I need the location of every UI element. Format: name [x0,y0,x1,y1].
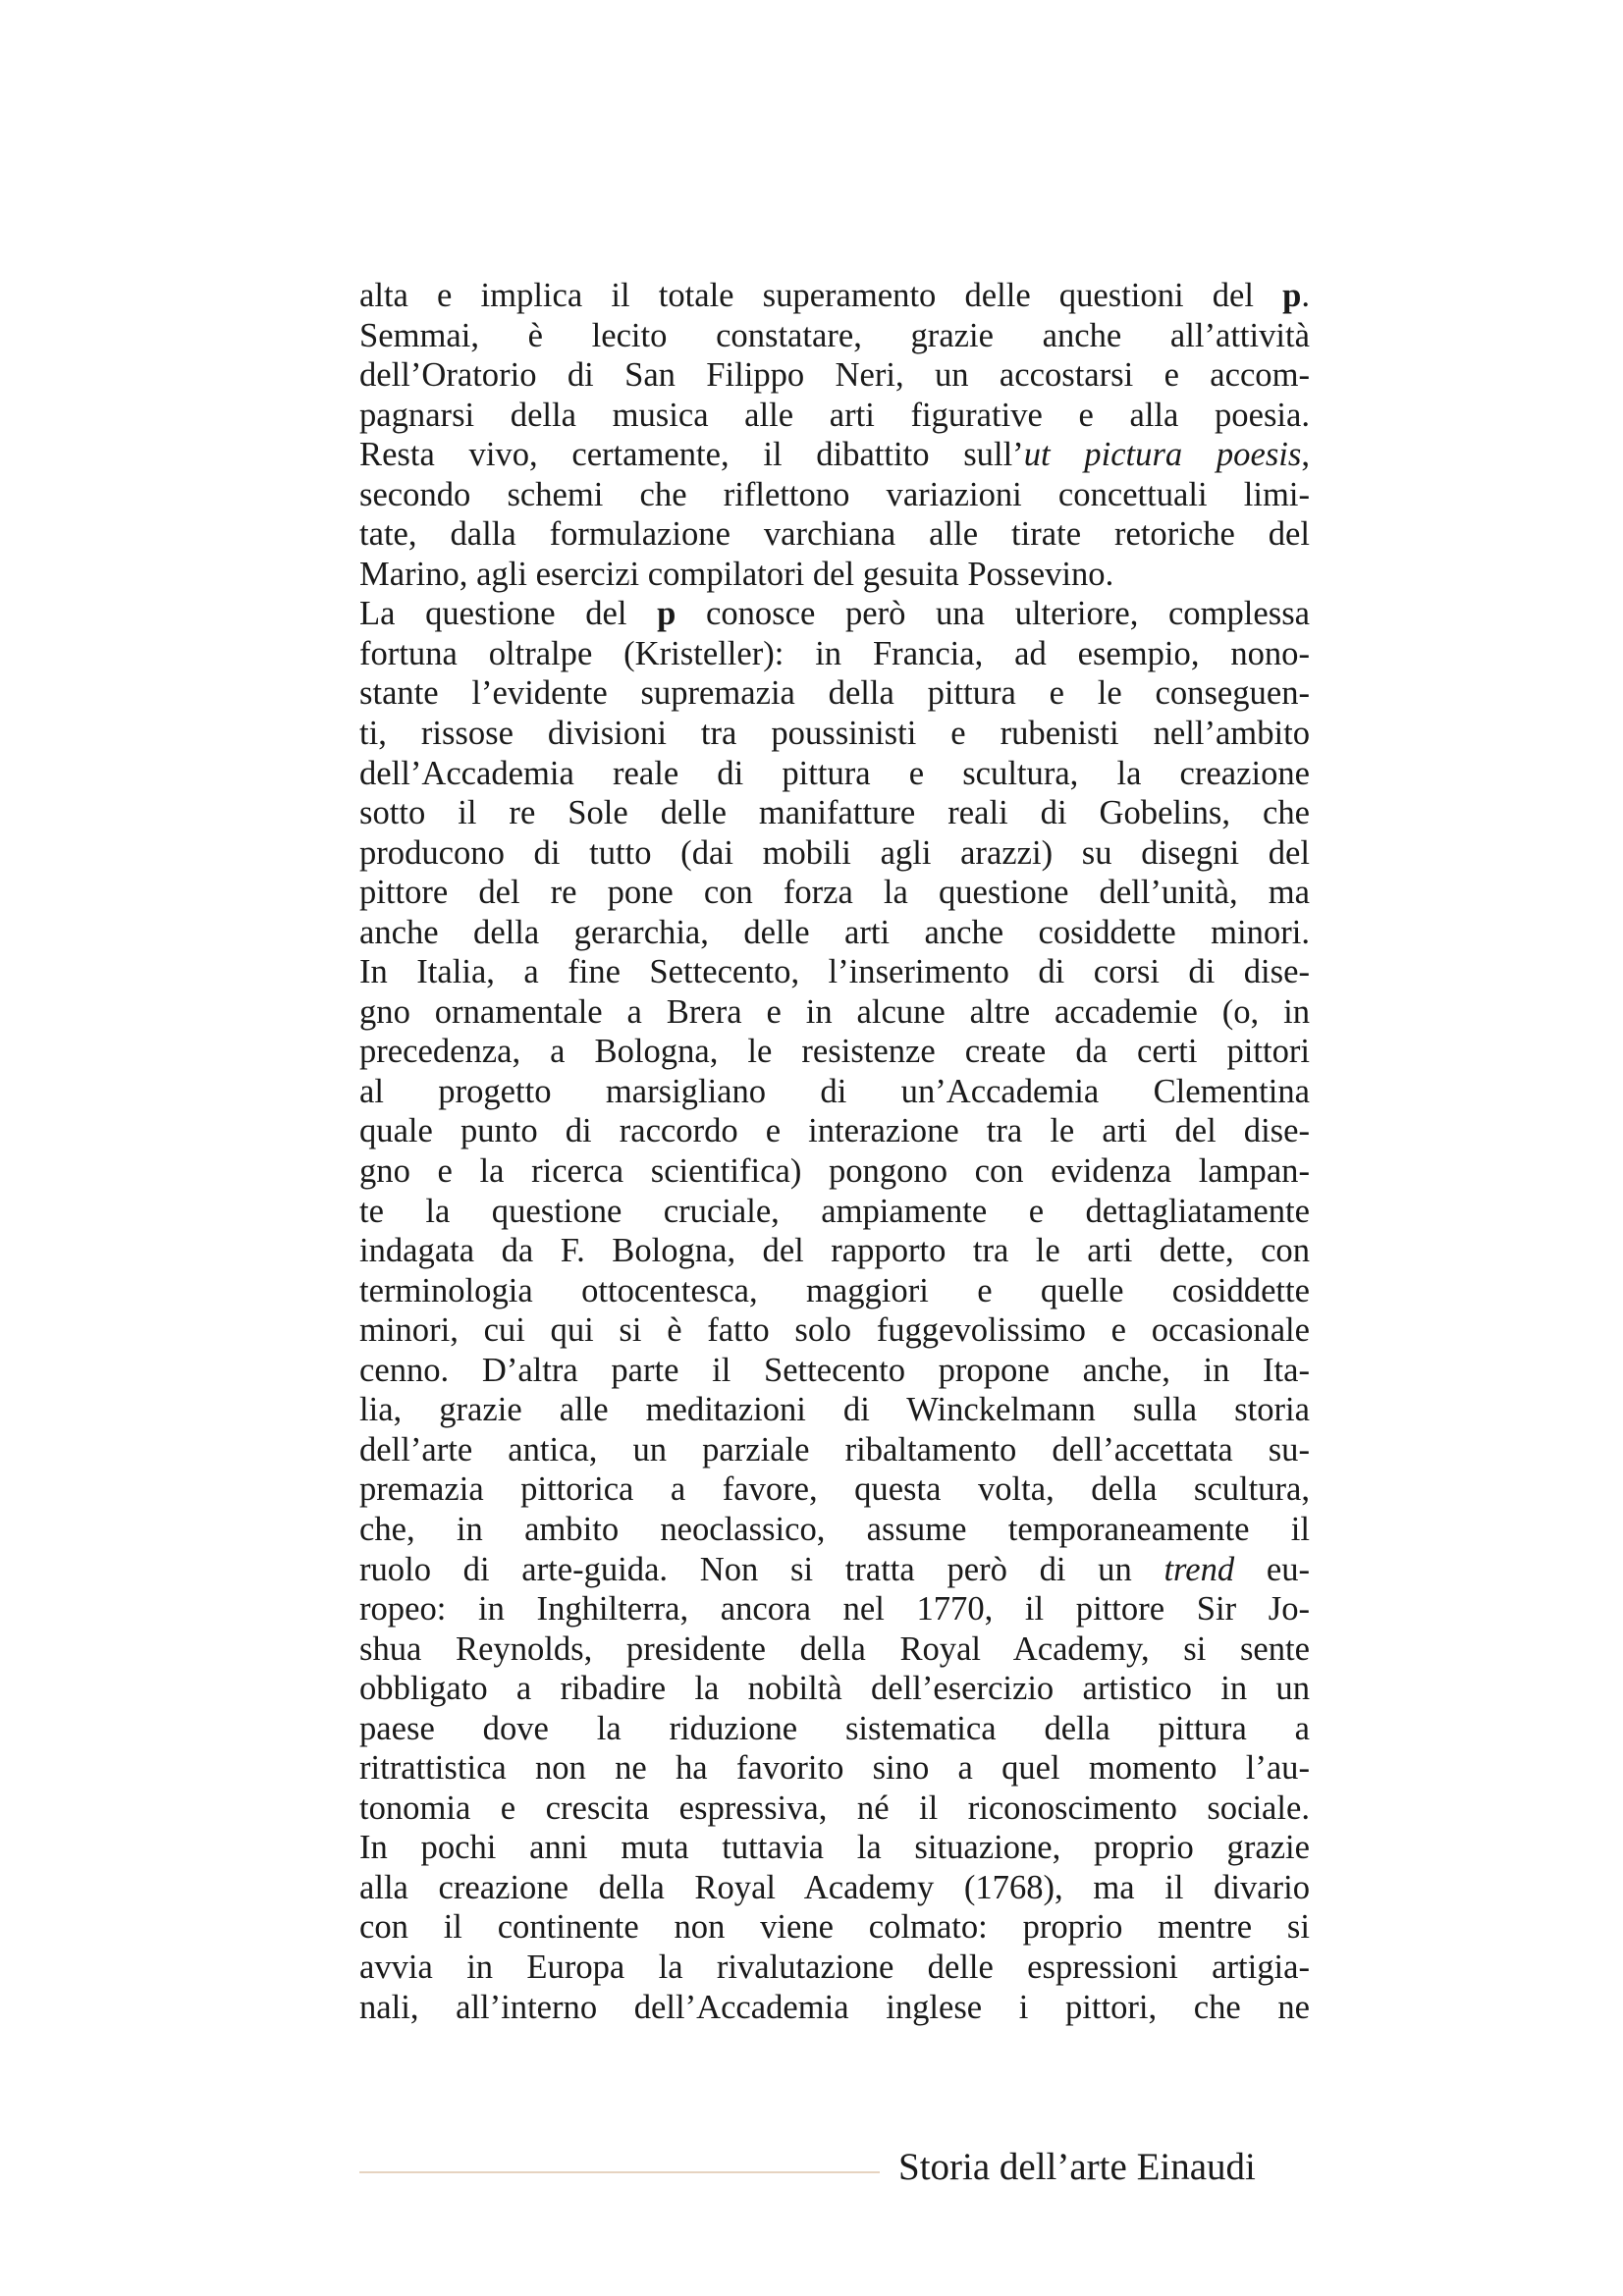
text-run: lia, grazie alle meditazioni di Winckelmann sulla storia [359,1391,1310,1429]
text-run: tonomia e crescita espressiva, né il riconoscimento sociale. [359,1789,1310,1827]
text-run: con il continente non viene colmato: proprio mentre si [359,1908,1310,1947]
text-run: tate, dalla formulazione varchiana alle tirate retoriche del [359,515,1310,554]
text-run: ruolo di arte-guida. Non si tratta però di un [359,1550,1164,1588]
text-line [359,793,1310,833]
text-run: precedenza, a Bologna, le resistenze create da certi pittori [359,1033,1310,1071]
text-run: paese dove la riduzione sistematica della pittura a [359,1709,1310,1747]
text-line [359,1589,1310,1629]
text-run: ti, rissose divisioni tra poussinisti e rubenisti nell’ambito [359,715,1310,753]
text-line [359,1469,1310,1510]
text-line [359,1430,1310,1470]
text-line [359,1151,1310,1192]
text-run: shua Reynolds, presidente della Royal Academy, si sente [359,1629,1310,1668]
text-run: , [1301,436,1310,474]
text-run: In Italia, a fine Settecento, l’inserimento di corsi di dise- [359,953,1310,991]
text-run: fortuna oltralpe (Kristeller): in Francia, ad esempio, nono- [359,634,1310,672]
text-run: cenno. D’altra parte il Settecento propone anche, in Ita- [359,1351,1310,1389]
text-run: sotto il re Sole delle manifatture reali di Gobelins, che [359,794,1310,832]
text-line [359,355,1310,396]
text-line [359,1310,1310,1351]
text-run: dell’Oratorio di San Filippo Neri, un accostarsi e accom- [359,356,1310,395]
footer-rule [359,2171,880,2173]
text-run: secondo schemi che riflettono variazioni concettuali limi- [359,475,1310,513]
text-line [359,1550,1310,1590]
text-run: te la questione cruciale, ampiamente e dettagliatamente [359,1192,1310,1230]
text-run: Semmai, è lecito constatare, grazie anche all’attività [359,316,1310,354]
text-line [359,1111,1310,1151]
text-line [359,1351,1310,1391]
text-line [359,1907,1310,1948]
text-run: anche della gerarchia, delle arti anche cosiddette minori. [359,913,1310,951]
text-line [359,1789,1310,1829]
text-line [359,475,1310,515]
text-run: alla creazione della Royal Academy (1768), ma il divario [359,1868,1310,1906]
text-run: nali, all’interno dell’Accademia inglese i pittori, che ne [359,1988,1310,2026]
text-run: premazia pittorica a favore, questa volta, della scultura, [359,1470,1310,1509]
text-line [359,1828,1310,1868]
text-line [359,316,1310,356]
italic-text-run: ut pictura poesis [1023,436,1302,474]
text-run: ritrattistica non ne ha favorito sino a quel momento l’au- [359,1749,1310,1788]
text-line [359,714,1310,754]
text-line [359,913,1310,953]
text-run: gno e la ricerca scientifica) pongono con evidenza lampan- [359,1152,1310,1191]
text-line [359,833,1310,874]
text-line [359,594,1310,634]
text-run: La questione del [359,595,658,633]
text-run: stante l’evidente supremazia della pittura e le conseguen- [359,674,1310,713]
text-run: minori, cui qui si è fatto solo fuggevolissimo e occasionale [359,1311,1310,1350]
bold-text-run: p [657,595,676,633]
text-run: terminologia ottocentesca, maggiori e quelle cosiddette [359,1271,1310,1309]
text-line [359,1231,1310,1271]
text-run: pagnarsi della musica alle arti figurative e alla poesia. [359,396,1310,434]
text-line [359,1709,1310,1749]
text-run: gno ornamentale a Brera e in alcune altre accademie (o, in [359,992,1310,1031]
text-line [359,873,1310,913]
text-run: Resta vivo, certamente, il dibattito sull’ [359,436,1024,474]
text-line [359,754,1310,794]
italic-text-run: trend [1163,1550,1235,1588]
text-line [359,992,1310,1033]
text-line [359,1390,1310,1430]
text-line [359,435,1310,475]
text-run: dell’Accademia reale di pittura e scultura, la creazione [359,754,1310,792]
text-line [359,1271,1310,1311]
text-run: pittore del re pone con forza la questione dell’unità, ma [359,874,1310,912]
text-run: indagata da F. Bologna, del rapporto tra le arti dette, con [359,1232,1310,1270]
text-run: dell’arte antica, un parziale ribaltamento dell’accettata su- [359,1430,1310,1468]
text-run: che, in ambito neoclassico, assume temporaneamente il [359,1510,1310,1548]
text-run: In pochi anni muta tuttavia la situazione, proprio grazie [359,1829,1310,1867]
text-line [359,396,1310,436]
text-run: quale punto di raccordo e interazione tra le arti del dise- [359,1112,1310,1150]
body-text [359,276,1310,2027]
text-run: ropeo: in Inghilterra, ancora nel 1770, il pittore Sir Jo- [359,1590,1310,1629]
text-line [359,673,1310,714]
text-line [359,1072,1310,1112]
text-line [359,1868,1310,1908]
text-run: conosce però una ulteriore, complessa [676,595,1310,633]
text-line [359,276,1310,316]
text-run: obbligato a ribadire la nobiltà dell’esercizio artistico in un [359,1670,1310,1708]
text-line [359,634,1310,674]
text-run: Marino, agli esercizi compilatori del gesuita Possevino. [359,555,1114,593]
text-line [359,514,1310,555]
text-line [359,1032,1310,1072]
text-line [359,1748,1310,1789]
text-run: alta e implica il totale superamento delle questioni del [359,277,1283,314]
text-line [359,1988,1310,2028]
text-run: avvia in Europa la rivalutazione delle espressioni artigia- [359,1948,1310,1986]
text-run: producono di tutto (dai mobili agli arazzi) su disegni del [359,833,1310,872]
text-line [359,952,1310,992]
text-line [359,1629,1310,1670]
text-line [359,1669,1310,1709]
text-line [359,555,1310,595]
footer-title: Storia dell’arte Einaudi [898,2146,1256,2188]
text-run: eu- [1234,1550,1310,1588]
text-line [359,1192,1310,1232]
text-run: al progetto marsigliano di un’Accademia Clementina [359,1072,1310,1110]
text-line [359,1510,1310,1550]
text-run: . [1301,277,1310,314]
bold-text-run: p [1282,277,1302,314]
text-line [359,1948,1310,1988]
